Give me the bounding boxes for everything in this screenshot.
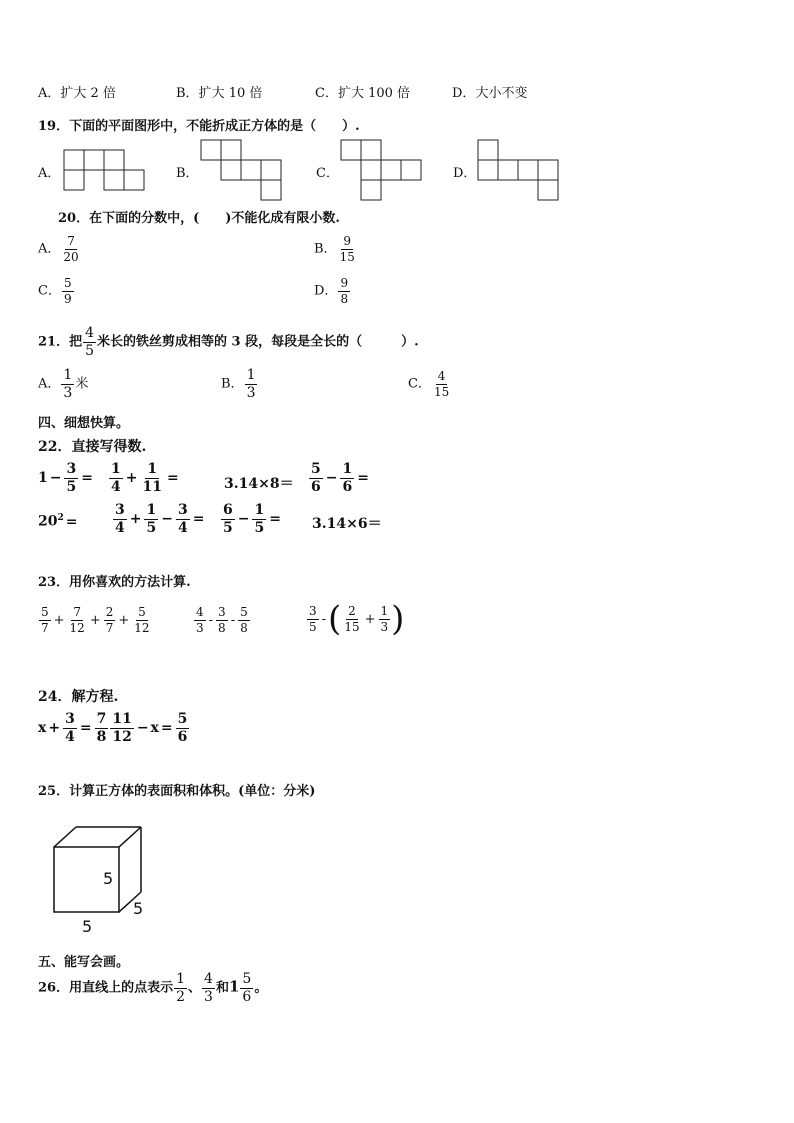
q19-stem: 19．下面的平面图形中，不能折成正方体的是（ ）.	[38, 119, 360, 134]
q19-net-c	[341, 140, 421, 200]
fraction: $\frac{2}{15}$	[344, 603, 360, 634]
fraction: $\frac{1}{11}$	[142, 461, 162, 495]
q22-r1c4: $\frac{5}{6}$ − $\frac{1}{6}$ =	[311, 461, 369, 495]
q23-expr-1: $\frac{5}{7}$ + $\frac{7}{12}$ + $\frac{2}{7}$ + $\frac{5}{12}$	[41, 605, 150, 635]
fraction: $\frac{3}{8}$	[218, 605, 226, 635]
fraction: $\frac{1}{5}$	[146, 502, 157, 536]
q19-label-a: A．	[38, 166, 61, 181]
q20-option-a: A． $\frac{7}{20}$	[38, 234, 79, 264]
fraction: $\frac{5}{6}$	[242, 971, 252, 1005]
fraction: $\frac{3}{4}$	[115, 502, 125, 536]
q18-option-d: D．大小不变	[452, 86, 528, 101]
fraction: $\frac{5}{8}$	[240, 605, 248, 635]
q22-r2c1: $20^2$ =	[38, 513, 78, 530]
q24-stem: 24．解方程.	[38, 689, 119, 705]
q22-stem: 22．直接写得数.	[38, 439, 147, 455]
right-paren: )	[391, 599, 405, 639]
q22-r1c2: $\frac{1}{4}$ + $\frac{1}{11}$ =	[111, 461, 179, 495]
q20-option-d: D． $\frac{9}{8}$	[314, 276, 349, 306]
q19-label-c: C．	[316, 166, 339, 181]
fraction: $\frac{6}{5}$	[223, 502, 233, 536]
cube-label-front: 5	[103, 869, 114, 888]
q21-stem: 21．把 $\frac{4}{5}$ 米长的铁丝剪成相等的 3 段，每段是全长的（ ）.	[38, 325, 419, 359]
fraction: $\frac{1}{4}$	[111, 461, 121, 495]
q21-option-c: C． $\frac{4}{15}$	[408, 369, 450, 399]
q21-option-a: A． $\frac{1}{3}$ 米	[38, 367, 89, 401]
fraction: $\frac{3}{5}$	[66, 461, 77, 495]
fraction: $\frac{1}{3}$	[63, 367, 73, 401]
q23-expr-3: $\frac{3}{5}$ -( $\frac{2}{15}$ + $\frac{1}{3}$ )	[309, 599, 405, 639]
q22-r2c4: 3.14×6＝	[312, 516, 382, 532]
q21-option-b: B． $\frac{1}{3}$	[221, 367, 256, 401]
q20-option-b: B． $\frac{9}{15}$	[314, 234, 355, 264]
q22-r2c3: $\frac{6}{5}$ − $\frac{1}{5}$ =	[223, 502, 281, 536]
q19-label-b: B．	[176, 166, 199, 181]
q20-option-c: C． $\frac{5}{9}$	[38, 276, 72, 306]
fraction: $\frac{4}{15}$	[433, 369, 450, 399]
fraction: $\frac{5}{6}$	[311, 461, 321, 495]
q18-option-a: A．扩大 2 倍	[38, 86, 116, 101]
q19-net-a	[64, 150, 144, 190]
q23-expr-2: $\frac{4}{3}$ - $\frac{3}{8}$ - $\frac{5}{8}$	[196, 605, 248, 635]
fraction: $\frac{4}{5}$	[85, 325, 95, 359]
q18-option-c: C．扩大 100 倍	[315, 86, 411, 101]
fraction: $\frac{5}{6}$	[177, 711, 188, 745]
fraction: $\frac{1}{3}$	[380, 603, 389, 634]
fraction: $\frac{9}{8}$	[340, 276, 349, 306]
cube-diagram	[53, 826, 145, 916]
fraction: $\frac{5}{12}$	[134, 605, 150, 635]
fraction: $\frac{7}{20}$	[63, 234, 79, 264]
q19-net-d	[478, 140, 558, 200]
fraction: $\frac{3}{4}$	[177, 502, 188, 536]
fraction: $\frac{7}{12}$	[69, 605, 85, 635]
fraction: $\frac{2}{7}$	[105, 605, 114, 635]
fraction: $\frac{3}{5}$	[309, 603, 317, 634]
q19-net-b	[201, 140, 281, 200]
fraction: $\frac{1}{2}$	[176, 971, 186, 1005]
cube-label-depth: 5	[133, 899, 144, 918]
q20-stem: 20．在下面的分数中，( )不能化成有限小数.	[58, 211, 340, 226]
q26-stem: 26．用直线上的点表示 $\frac{1}{2}$ 、 $\frac{4}{3}$ 和1 $\frac{5}{6}$ 。	[38, 971, 268, 1005]
fraction: $\frac{4}{3}$	[204, 971, 213, 1005]
fraction: $\frac{1}{6}$	[342, 461, 353, 495]
q18-options	[38, 82, 598, 102]
q24-equation: x + $\frac{3}{4}$ = $\frac{7}{8}$ $\frac{11}{12}$ − x = $\frac{5}{6}$	[38, 711, 188, 745]
fraction: $\frac{1}{5}$	[254, 502, 265, 536]
fraction: $\frac{1}{3}$	[246, 367, 256, 401]
q18-option-b: B．扩大 10 倍	[176, 86, 263, 101]
fraction: $\frac{5}{9}$	[63, 276, 72, 306]
fraction: $\frac{11}{12}$	[112, 711, 132, 745]
q22-r2c2: $\frac{3}{4}$ + $\frac{1}{5}$ − $\frac{3}{4}$ =	[115, 502, 205, 536]
q22-r1c3: 3.14×8＝	[224, 476, 294, 492]
q19-label-d: D．	[453, 166, 477, 181]
fraction: $\frac{5}{7}$	[41, 605, 49, 635]
fraction: $\frac{9}{15}$	[339, 234, 355, 264]
cube-label-bottom: 5	[82, 917, 93, 936]
fraction: $\frac{3}{4}$	[65, 711, 75, 745]
fraction: $\frac{4}{3}$	[196, 605, 204, 635]
q22-r1c1: 1 − $\frac{3}{5}$ =	[38, 461, 93, 495]
section-4-heading: 四、细想快算。	[38, 416, 130, 431]
section-5-heading: 五、能写会画。	[38, 955, 130, 970]
left-paren: (	[328, 599, 342, 639]
fraction: $\frac{7}{8}$	[96, 711, 107, 745]
q25-stem: 25．计算正方体的表面积和体积。(单位：分米)	[38, 784, 316, 799]
q23-stem: 23．用你喜欢的方法计算.	[38, 575, 191, 590]
